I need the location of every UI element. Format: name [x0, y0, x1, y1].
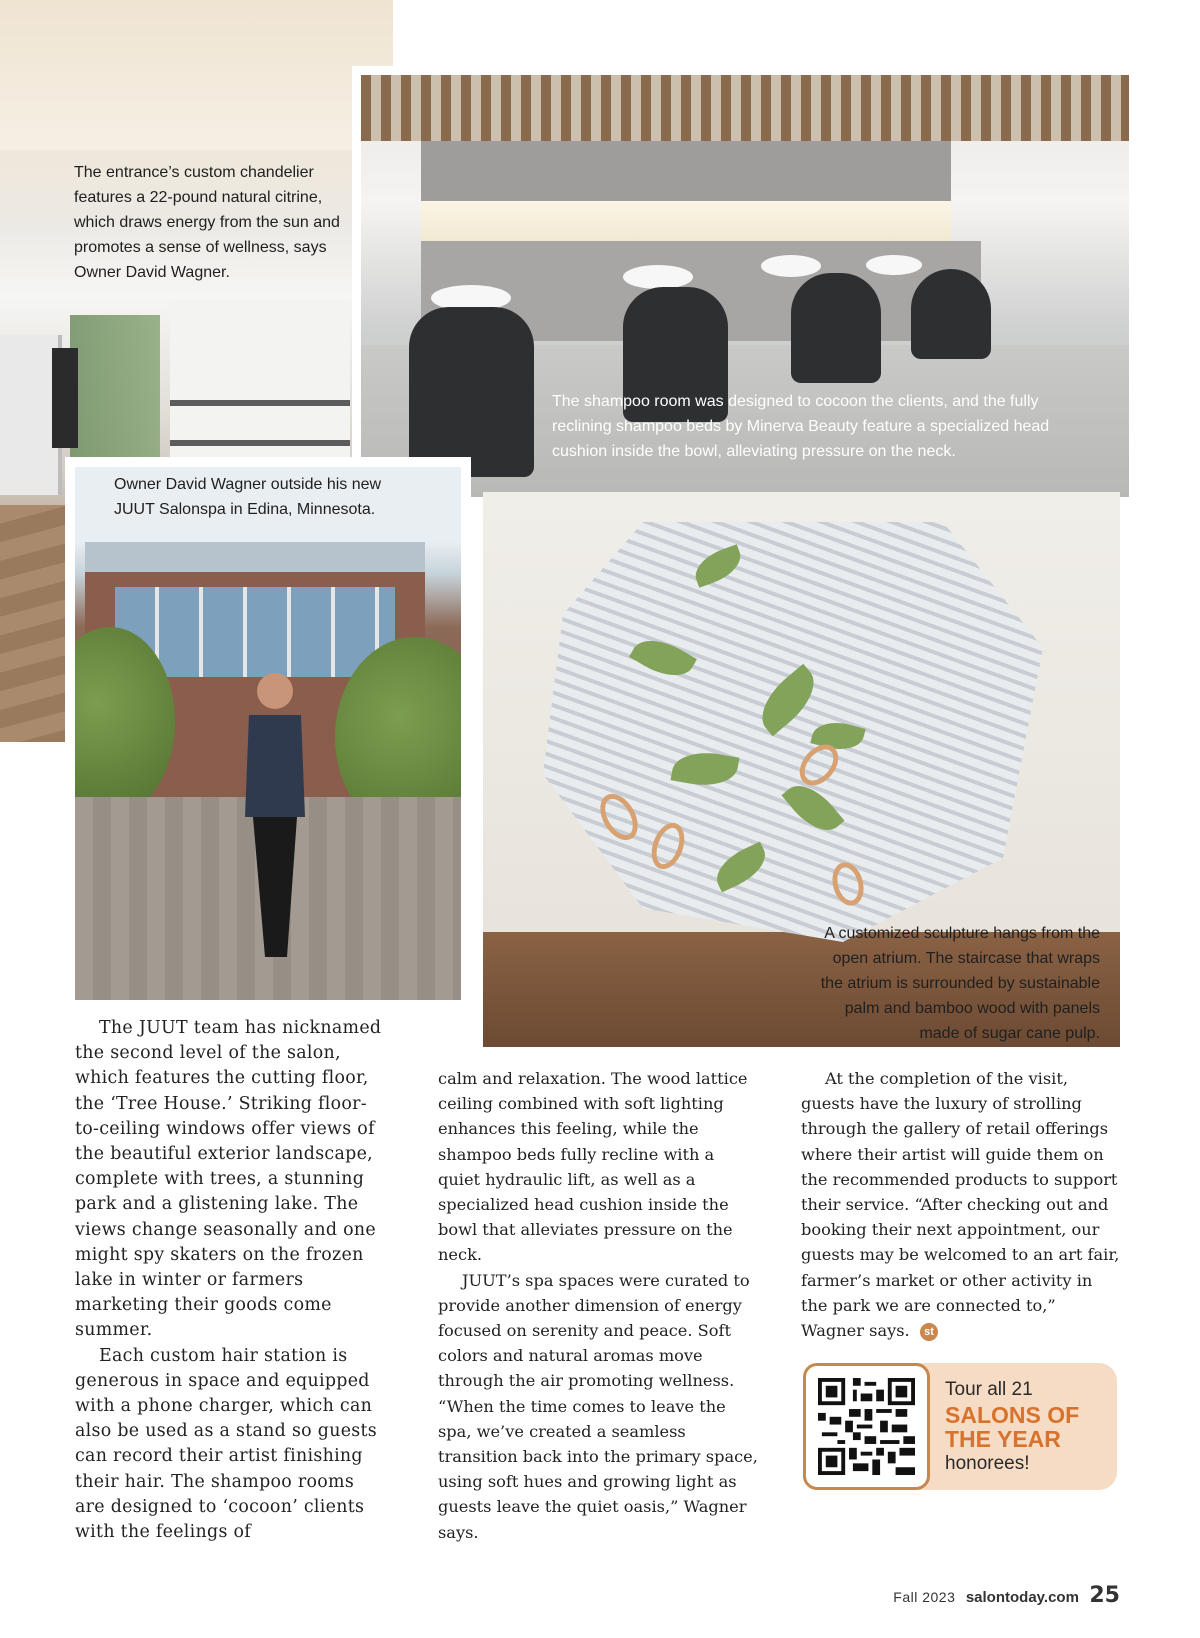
page-footer	[893, 1583, 1120, 1608]
atrium-skylight	[543, 522, 1043, 942]
promo-title-line-1: SALONS OF	[945, 1402, 1080, 1428]
shampoo-bowl	[761, 255, 821, 277]
article-column-1	[75, 1016, 387, 1545]
wood-lattice-ceiling	[361, 75, 1129, 141]
atrium-caption: A customized sculpture hangs from the open atrium. The staircase that wraps the atrium is surrounded by sustainable palm and bamboo wood with panels made of sugar cane pulp.	[820, 925, 1100, 1042]
article-column-2	[438, 1066, 758, 1545]
promo-intro: Tour all 21	[945, 1379, 1033, 1400]
upper-cabinets	[421, 141, 951, 201]
article-column-3	[801, 1066, 1121, 1343]
shampoo-bowl	[866, 255, 922, 275]
qr-code-icon[interactable]	[818, 1378, 915, 1475]
paragraph-text: At the completion of the visit, guests have the luxury of strolling through the gallery of retail offerings where their artist will guide them on the recommended products to support their service. “After checking out and booking their next appointment, our guests may be welcomed to an art fair, farmer’s market or other activity in the park we are connected to,” Wagner says.	[801, 1069, 1120, 1341]
page-number: 25	[1089, 1583, 1120, 1608]
owner-photo	[65, 457, 471, 1010]
shampoo-chair	[791, 273, 881, 383]
qr-code-frame[interactable]	[803, 1363, 930, 1490]
issue-date: Fall 2023	[893, 1589, 956, 1605]
paragraph: Each custom hair station is generous in space and equipped with a phone charger, which can also be used as a stand so guests can record their artist finishing their hair. The shampoo rooms are designed to ‘cocoon’ clients with the feelings of	[75, 1345, 378, 1543]
shampoo-caption: The shampoo room was designed to cocoon the clients, and the fully reclining shampoo beds by Minerva Beauty feature a specialized head cushion inside the bowl, alleviating pressure on the neck.	[552, 393, 1050, 460]
entrance-ceiling	[0, 0, 393, 150]
paragraph: calm and relaxation. The wood lattice ceiling combined with soft lighting enhances this feeling, while the shampoo beds fully recline with a quiet hydraulic lift, as well as a specialized head cushion inside the bowl that alleviates pressure on the neck.	[438, 1069, 748, 1265]
shampoo-chair	[409, 307, 534, 477]
shampoo-chair	[911, 269, 991, 359]
salons-of-the-year-promo[interactable]	[803, 1363, 1117, 1490]
retail-shelf	[170, 440, 350, 446]
product-shelf	[421, 201, 951, 241]
site-url[interactable]: salontoday.com	[965, 1589, 1079, 1606]
owner-figure	[235, 667, 315, 967]
paragraph: JUUT’s spa spaces were curated to provide another dimension of energy focused on serenity and peace. Soft colors and natural aromas move through the air promoting wellness. “When the time comes to leave the spa, we’ve created a seamless transition back into the primary space, using soft hues and growing light as guests leave the quiet oasis,” Wagner says.	[438, 1270, 758, 1542]
promo-title-line-2: THE YEAR	[945, 1426, 1061, 1452]
owner-caption: Owner David Wagner outside his new JUUT Salonspa in Edina, Minnesota.	[114, 476, 382, 518]
end-mark-icon: st	[920, 1323, 938, 1341]
paragraph: The JUUT team has nicknamed the second level of the salon, which features the cutting floor, the ‘Tree House.’ Striking floor-to-ceiling windows offer views of the beautiful exterior landscape, complete with trees, a stunning park and a glistening lake. The views change seasonally and one might spy skaters on the frozen lake in winter or farmers marketing their goods come summer.	[75, 1018, 382, 1341]
shampoo-bowl	[623, 265, 693, 289]
retail-shelf	[170, 400, 350, 406]
promo-outro: honorees!	[945, 1453, 1030, 1474]
entrance-caption: The entrance’s custom chandelier features a 22-pound natural citrine, which draws energy from the sun and promotes a sense of wellness, says Owner David Wagner.	[74, 164, 340, 281]
display-monitor	[52, 348, 78, 448]
paragraph	[801, 1066, 1121, 1343]
